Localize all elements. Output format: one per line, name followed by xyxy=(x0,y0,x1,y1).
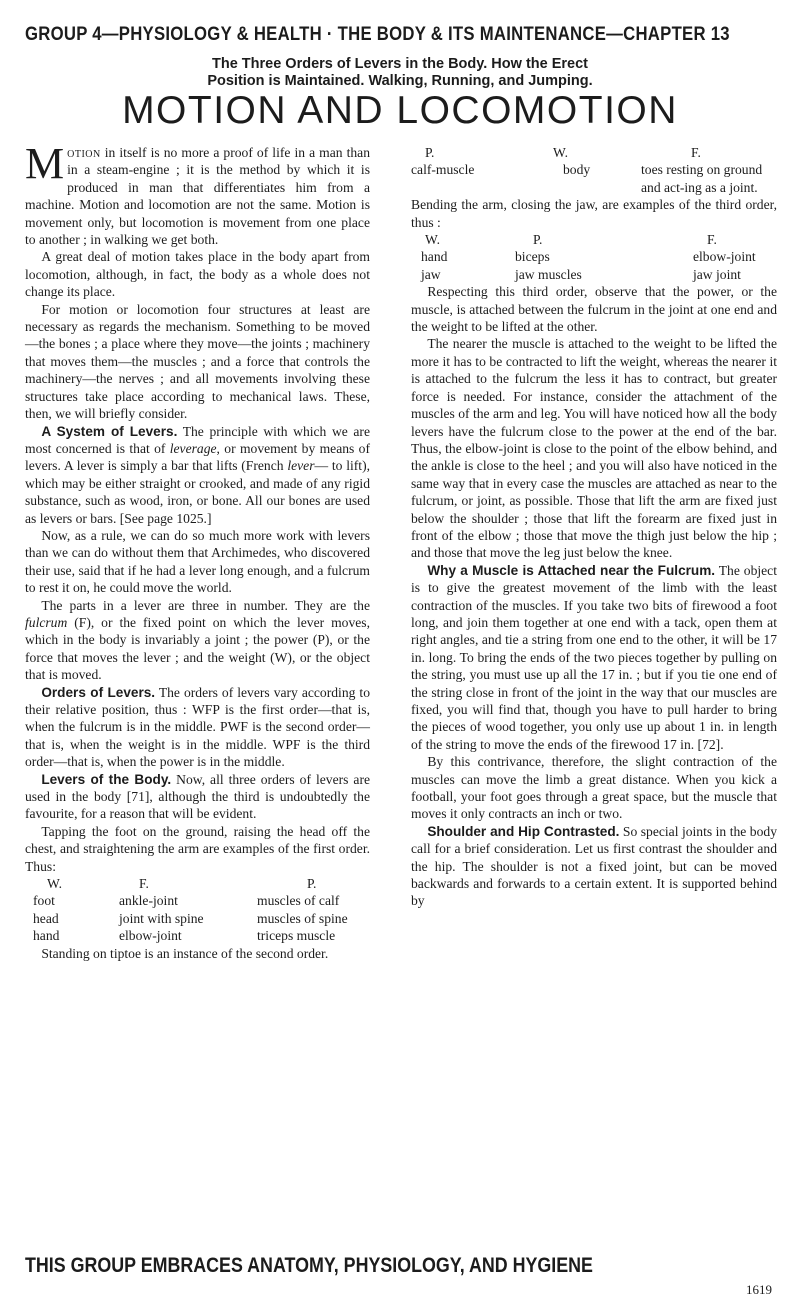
table-row xyxy=(421,248,756,265)
text-run: The orders of levers vary according to their relative position, thus : WFP is the first order—that is, when the fulcrum is in the middle. PWF is the second order—that is, when the weight is in the middle. WPF is the third order—that is, when the power is in the middle. xyxy=(25,684,370,770)
table-cell: calf-muscle xyxy=(411,162,475,178)
text-run: (F), or the fixed point on which the lever moves, which in the body is invariably a joint ; the power (P), or the force that moves the lever ; and the weight (W), or the object that is moved. xyxy=(25,614,370,683)
table-cell: elbow-joint xyxy=(693,249,756,265)
page-number: 1619 xyxy=(746,1282,772,1297)
paragraph: Tapping the foot on the ground, raising the head off the chest, and straightening the arm are examples of the first order. Thus: xyxy=(25,823,370,874)
table-cell: hand xyxy=(421,249,448,265)
table-cell: ankle-joint xyxy=(119,893,178,909)
section-heading-body-levers: Levers of the Body. xyxy=(41,771,172,787)
chapter-subtitle xyxy=(0,56,800,90)
section-heading-shoulder-hip: Shoulder and Hip Contrasted. xyxy=(427,823,620,839)
paragraph-body-levers xyxy=(25,771,370,823)
table-row xyxy=(33,892,348,909)
table-cell: toes resting on ground and act-ing as a joint. xyxy=(641,162,763,195)
table-cell: muscles of calf xyxy=(257,893,340,909)
table-cell: joint with spine xyxy=(119,910,204,926)
paragraph-why-muscle xyxy=(411,562,777,753)
third-order-table xyxy=(421,231,756,283)
intro-small-caps: otion xyxy=(67,145,101,160)
text-run: The principle with which we are most concerned is that of xyxy=(25,423,370,456)
running-header: GROUP 4—PHYSIOLOGY & HEALTH · THE BODY & ITS MAINTENANCE—CHAPTER 13 xyxy=(25,24,730,45)
section-heading-levers: A System of Levers. xyxy=(41,423,178,439)
table-cell: elbow-joint xyxy=(119,928,182,944)
right-column xyxy=(411,144,777,910)
text-run: , or movement by means of levers. A lever is simply a bar that lifts (French xyxy=(25,440,370,474)
table-header: W. xyxy=(425,232,440,248)
table-cell: hand xyxy=(33,928,60,944)
article-title: MOTION AND LOCOMOTION xyxy=(122,89,678,132)
italic-term: leverage xyxy=(169,440,217,456)
table-header: P. xyxy=(425,145,435,160)
table-header: F. xyxy=(691,145,701,160)
paragraph: By this contrivance, therefore, the slight contraction of the muscles can move the limb a great distance. When you kick a football, your foot goes through a great space, but the muscle that moves it only contracts an inch or two. xyxy=(411,754,777,822)
left-column xyxy=(25,139,371,962)
paragraph: For motion or locomotion four structures at least are necessary as regards the mechanism. Something to be moved—the bones ; a place where they move—the joints ; machinery that moves them—the muscles ; and a force that controls the machinery—the nerves ; and all movements involving these structures take place according to mechanical laws. These, then, we will briefly consider. xyxy=(25,301,370,422)
table-cell: jaw joint xyxy=(693,266,741,282)
table-cell: muscles of spine xyxy=(257,910,348,926)
table-row xyxy=(33,927,348,944)
second-order-table xyxy=(411,144,771,196)
paragraph-fulcrum xyxy=(25,597,370,684)
table-cell: biceps xyxy=(515,249,550,265)
paragraph: A great deal of motion takes place in the body apart from locomotion, although, in fact, the body as a whole does not change its place. xyxy=(25,249,370,300)
table-row xyxy=(33,910,348,927)
table-header: W. xyxy=(553,145,568,160)
table-header: W. xyxy=(47,876,62,892)
text-run: The object is to give the greatest movement of the limb with the least contraction of the muscles. If you take two bits of firewood a foot long, and join them together at one end with a tack, open them at right angles, and tie a string from one end to the other, it will be 17 in. long. To bring the ends of the two pieces together by pulling on the string, you must use up all the 17 in. ; but if you tie one end of the string close in front of the joint in the way that our muscles are fixed, you will find that, though you have to pull harder to bring the pieces of wood together, you only use up about 1 in. in length of the string to move the ends of the firewood 17 in. [72]. xyxy=(411,562,777,752)
table-header-row xyxy=(421,231,756,248)
section-heading-why-muscle: Why a Muscle is Attached near the Fulcrum. xyxy=(427,562,716,578)
table-header: F. xyxy=(707,232,717,248)
table-row xyxy=(411,161,771,196)
subtitle-line-1: The Three Orders of Levers in the Body. How the Erect xyxy=(211,56,588,72)
table-header: F. xyxy=(139,876,149,892)
text-run: — to lift), which may be either straight or crooked, and made of any rigid substance, such as wood, iron, or bone. All our bones are used as levers or bars. [See page 1025.] xyxy=(25,458,370,526)
table-header: P. xyxy=(307,876,317,892)
paragraph: Standing on tiptoe is an instance of the second order. xyxy=(41,945,329,961)
italic-term: fulcrum xyxy=(25,614,68,630)
intro-text: in itself is no more a proof of life in a man than in a steam-engine ; it is the method by which it is produced in man that differentiates him from a machine. Motion and locomotion are not the same. Motion is movement only, but locomotion is movement from one place to another ; in walking we get both. xyxy=(25,145,370,248)
paragraph: The nearer the muscle is attached to the weight to be lifted the more it has to be contracted to lift the weight, whereas the nearer it is attached to the fulcrum the less it has to contract, but greater force is needed. For instance, consider the attachment of the muscles of the arm and leg. You will have noticed how all the body levers have the fulcrum close to the power at the end of the bar. Thus, the elbow-joint is close to the point of the elbow behind, and the ankle is close to the heel ; and you will also have noticed in the same way that in every case the muscles are attached as near to the fulcrum, or joint, as possible. Those that lift the arm are fixed just below the shoulder ; those that lift the forearm are fixed just in front of the elbow ; those that move the thigh just below the hip ; and those that move the leg just below the knee. xyxy=(411,336,777,561)
drop-cap: M xyxy=(25,139,65,188)
table-cell: foot xyxy=(33,893,55,909)
paragraph-levers xyxy=(25,423,370,527)
subtitle-line-2: Position is Maintained. Walking, Running, and Jumping. xyxy=(207,73,593,89)
paragraph-shoulder-hip xyxy=(411,823,777,910)
table-row xyxy=(421,266,756,283)
text-run: So special joints in the body call for a brief consideration. Let us first contrast the shoulder and the hip. The shoulder is not a fixed joint, but can be moved backwards and forwards to a certain extent. It is supported behind by xyxy=(411,823,777,909)
section-heading-orders: Orders of Levers. xyxy=(41,684,156,700)
paragraph: Respecting this third order, observe that the power, or the muscle, is attached between the fulcrum in the joint at one end and the weight to be lifted at the other. xyxy=(411,284,777,335)
paragraph: Bending the arm, closing the jaw, are examples of the third order, thus : xyxy=(411,197,777,230)
table-cell: jaw xyxy=(421,266,441,282)
italic-term: lever xyxy=(287,458,315,474)
paragraph-intro xyxy=(25,139,370,248)
table-cell: triceps muscle xyxy=(257,928,336,944)
table-header-row xyxy=(33,875,348,892)
text-run: Now, all three orders of levers are used in the body [71], although the third is undoubtedly the favourite, for a reason that will be evident. xyxy=(25,771,371,822)
paragraph: Now, as a rule, we can do so much more work with levers than we can do without them that Archimedes, who discovered their use, said that if he had a lever long enough, and a fulcrum to rest it on, he could move the world. xyxy=(25,527,370,596)
table-header: P. xyxy=(533,232,543,248)
running-footer: THIS GROUP EMBRACES ANATOMY, PHYSIOLOGY, AND HYGIENE xyxy=(25,1254,593,1277)
table-cell: head xyxy=(33,910,59,926)
first-order-table xyxy=(33,875,348,945)
paragraph-orders xyxy=(25,684,370,771)
text-run: The parts in a lever are three in number. They are the xyxy=(41,597,370,613)
table-cell: jaw muscles xyxy=(515,266,582,282)
table-header-row xyxy=(411,144,771,161)
table-cell: body xyxy=(563,162,591,178)
